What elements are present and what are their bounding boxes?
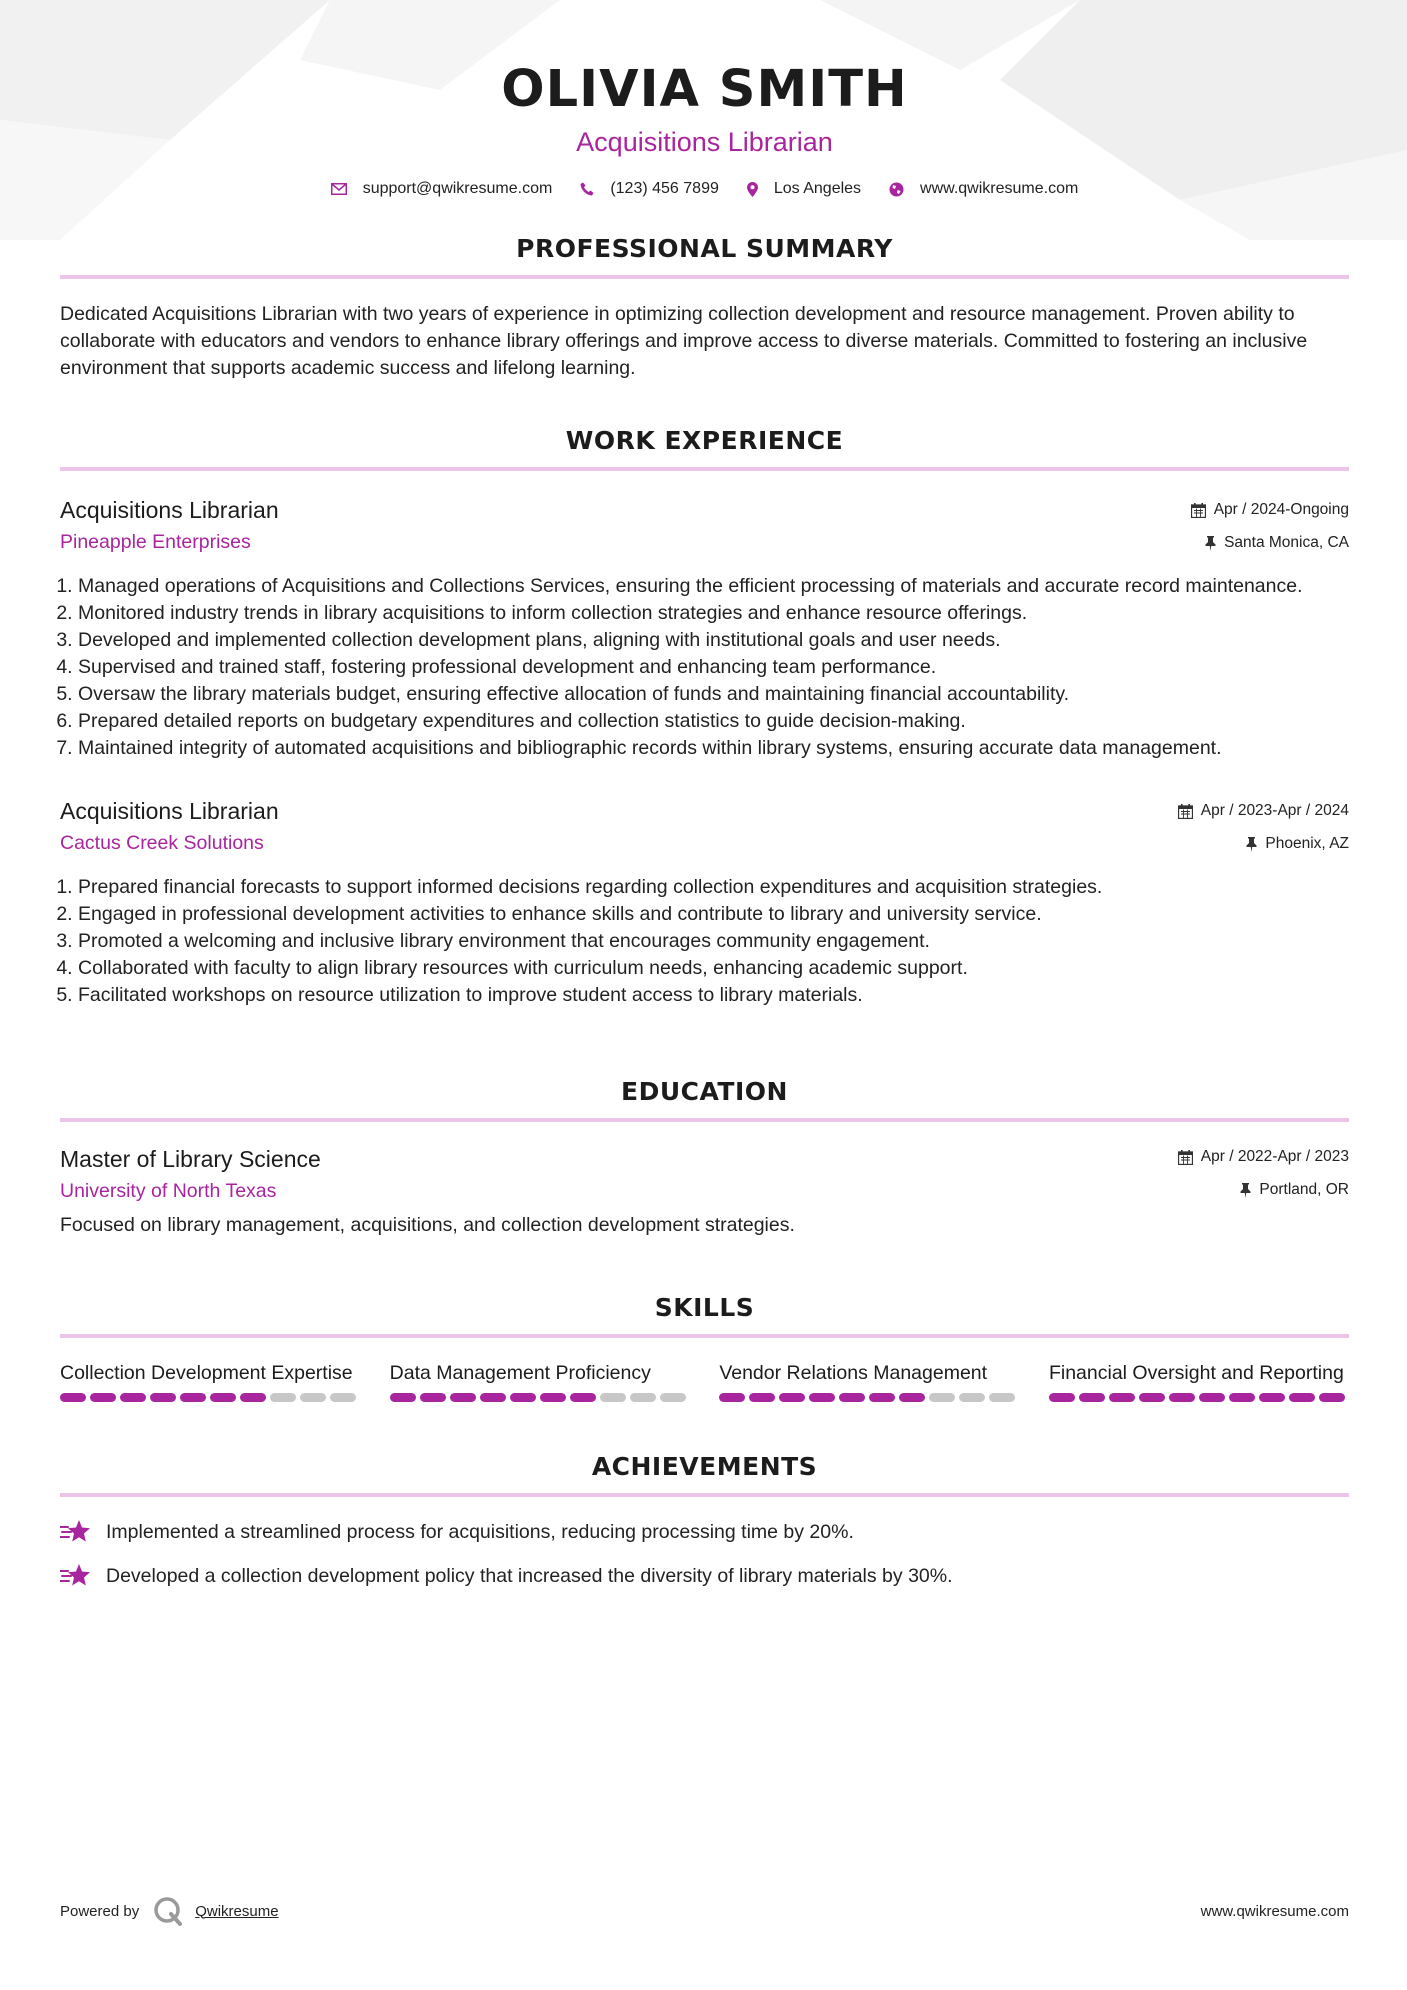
contact-email-text: support@qwikresume.com xyxy=(362,180,553,197)
phone-icon xyxy=(580,182,594,196)
skill-segment-empty xyxy=(600,1393,626,1402)
list-item: 4. Supervised and trained staff, fostering professional development and enhancing team performance. xyxy=(78,654,1349,681)
calendar-icon xyxy=(1178,804,1193,819)
skill-level-bar xyxy=(719,1393,1019,1402)
star-award-icon xyxy=(60,1563,92,1589)
skill-segment-filled xyxy=(809,1393,835,1402)
skill-segment-filled xyxy=(570,1393,596,1402)
skill-segment-empty xyxy=(660,1393,686,1402)
map-marker-icon xyxy=(747,182,758,197)
experience-heading: WORK EXPERIENCE xyxy=(60,426,1349,471)
powered-by-label: Powered by xyxy=(60,1902,140,1920)
summary-heading: PROFESSIONAL SUMMARY xyxy=(60,234,1349,279)
contact-location xyxy=(747,180,861,198)
education-location: Portland, OR xyxy=(1259,1181,1349,1198)
school-name: University of North Texas xyxy=(60,1180,277,1202)
skills-section xyxy=(60,1293,1349,1402)
skill-segment-filled xyxy=(390,1393,416,1402)
degree-name: Master of Library Science xyxy=(60,1146,321,1172)
job-entry xyxy=(60,495,1349,762)
skill-segment-empty xyxy=(330,1393,356,1402)
list-item: 2. Monitored industry trends in library acquisitions to inform collection strategies and enhance resource offerings. xyxy=(78,600,1349,627)
skill-segment-filled xyxy=(1169,1393,1195,1402)
contact-email[interactable] xyxy=(331,180,553,198)
calendar-icon xyxy=(1191,503,1206,518)
list-item: 1. Prepared financial forecasts to support informed decisions regarding collection expenditures and acquisition strategies. xyxy=(78,874,1349,901)
pin-icon xyxy=(1246,837,1257,852)
footer-website[interactable]: www.qwikresume.com xyxy=(1200,1902,1349,1920)
resume-header xyxy=(60,0,1349,198)
list-item: 7. Maintained integrity of automated acquisitions and bibliographic records within library systems, ensuring accurate data management. xyxy=(78,735,1349,762)
skill-segment-filled xyxy=(899,1393,925,1402)
contact-bar xyxy=(60,180,1349,198)
candidate-title: Acquisitions Librarian xyxy=(576,127,833,157)
qwikresume-logo-icon xyxy=(153,1896,183,1926)
summary-text: Dedicated Acquisitions Librarian with two years of experience in optimizing collection development and resource management. Proven ability to collaborate with educators and vendors to enhance library offerings and improve access to diverse materials. Committed to fostering an inclusive environment that supports academic success and lifelong learning. xyxy=(60,303,1308,379)
skill-segment-filled xyxy=(1109,1393,1135,1402)
skill-level-bar xyxy=(1049,1393,1349,1402)
job-responsibilities xyxy=(60,874,1349,1009)
education-entry xyxy=(60,1144,1349,1237)
education-description: Focused on library management, acquisitions, and collection development strategies. xyxy=(60,1214,795,1236)
calendar-icon xyxy=(1178,1150,1193,1165)
skill-level-bar xyxy=(60,1393,360,1402)
skill-segment-empty xyxy=(630,1393,656,1402)
skill-segment-filled xyxy=(749,1393,775,1402)
job-responsibilities xyxy=(60,573,1349,762)
skill-segment-filled xyxy=(510,1393,536,1402)
skill-segment-filled xyxy=(480,1393,506,1402)
education-dates: Apr / 2022-Apr / 2023 xyxy=(1200,1148,1349,1165)
star-award-icon xyxy=(60,1519,92,1545)
job-dates: Apr / 2024-Ongoing xyxy=(1213,501,1349,518)
skill-item xyxy=(1049,1360,1349,1402)
job-location: Santa Monica, CA xyxy=(1224,534,1349,551)
skill-segment-filled xyxy=(1139,1393,1165,1402)
pin-icon xyxy=(1205,536,1216,551)
list-item: 1. Managed operations of Acquisitions and Collections Services, ensuring the efficient processing of materials and accurate record maintenance. xyxy=(78,573,1349,600)
achievement-text: Implemented a streamlined process for acquisitions, reducing processing time by 20%. xyxy=(106,1520,854,1543)
skill-level-bar xyxy=(390,1393,690,1402)
resume-page xyxy=(60,0,1349,1589)
skill-item xyxy=(390,1360,690,1402)
skill-segment-filled xyxy=(210,1393,236,1402)
skill-segment-filled xyxy=(1259,1393,1285,1402)
skill-name: Collection Development Expertise xyxy=(60,1362,353,1384)
skill-name: Vendor Relations Management xyxy=(719,1362,988,1384)
contact-phone[interactable] xyxy=(580,180,719,198)
skill-segment-filled xyxy=(450,1393,476,1402)
company-name: Cactus Creek Solutions xyxy=(60,832,264,854)
skill-item xyxy=(719,1360,1019,1402)
list-item: 5. Oversaw the library materials budget, ensuring effective allocation of funds and maintaining financial accountability. xyxy=(78,681,1349,708)
skill-segment-filled xyxy=(240,1393,266,1402)
job-title: Acquisitions Librarian xyxy=(60,798,279,824)
skill-item xyxy=(60,1360,360,1402)
envelope-icon xyxy=(331,183,347,195)
skill-segment-empty xyxy=(270,1393,296,1402)
skill-segment-empty xyxy=(300,1393,326,1402)
page-footer xyxy=(60,1896,1349,1926)
skill-segment-filled xyxy=(1199,1393,1225,1402)
pin-icon xyxy=(1240,1183,1251,1198)
job-title: Acquisitions Librarian xyxy=(60,497,279,523)
list-item: 5. Facilitated workshops on resource utilization to improve student access to library materials. xyxy=(78,982,1349,1009)
education-heading: EDUCATION xyxy=(60,1077,1349,1122)
list-item: 2. Engaged in professional development activities to enhance skills and contribute to library and university service. xyxy=(78,901,1349,928)
skill-segment-filled xyxy=(719,1393,745,1402)
achievement-item xyxy=(60,1563,1349,1589)
skill-segment-filled xyxy=(90,1393,116,1402)
skill-name: Financial Oversight and Reporting xyxy=(1048,1362,1344,1384)
list-item: 3. Developed and implemented collection development plans, aligning with institutional goals and user needs. xyxy=(78,627,1349,654)
achievement-text: Developed a collection development policy that increased the diversity of library materials by 30%. xyxy=(106,1564,953,1587)
brand-link[interactable]: Qwikresume xyxy=(195,1902,279,1920)
skill-segment-empty xyxy=(989,1393,1015,1402)
powered-by xyxy=(60,1896,279,1926)
skill-segment-filled xyxy=(1319,1393,1345,1402)
list-item: 3. Promoted a welcoming and inclusive library environment that encourages community engagement. xyxy=(78,928,1349,955)
skill-segment-filled xyxy=(60,1393,86,1402)
skill-segment-filled xyxy=(1049,1393,1075,1402)
skill-name: Data Management Proficiency xyxy=(389,1362,651,1384)
experience-section xyxy=(60,426,1349,1009)
education-section xyxy=(60,1077,1349,1237)
skill-segment-filled xyxy=(839,1393,865,1402)
achievements-section xyxy=(60,1452,1349,1589)
skill-segment-filled xyxy=(150,1393,176,1402)
company-name: Pineapple Enterprises xyxy=(60,531,251,553)
list-item: 4. Collaborated with faculty to align library resources with curriculum needs, enhancing academic support. xyxy=(78,955,1349,982)
skill-segment-filled xyxy=(1229,1393,1255,1402)
list-item: 6. Prepared detailed reports on budgetary expenditures and collection statistics to guide decision-making. xyxy=(78,708,1349,735)
skill-segment-filled xyxy=(779,1393,805,1402)
job-entry xyxy=(60,796,1349,1009)
skill-segment-filled xyxy=(540,1393,566,1402)
contact-location-text: Los Angeles xyxy=(773,180,862,197)
summary-section xyxy=(60,234,1349,382)
achievements-heading: ACHIEVEMENTS xyxy=(60,1452,1349,1497)
skills-list xyxy=(60,1360,1349,1402)
skill-segment-filled xyxy=(1079,1393,1105,1402)
skill-segment-filled xyxy=(869,1393,895,1402)
contact-phone-text: (123) 456 7899 xyxy=(610,180,719,197)
skill-segment-filled xyxy=(420,1393,446,1402)
contact-website[interactable] xyxy=(889,180,1078,198)
skill-segment-filled xyxy=(1289,1393,1315,1402)
skill-segment-empty xyxy=(929,1393,955,1402)
globe-icon xyxy=(889,182,904,197)
skill-segment-filled xyxy=(120,1393,146,1402)
job-location: Phoenix, AZ xyxy=(1265,835,1349,852)
contact-website-text: www.qwikresume.com xyxy=(920,180,1079,197)
skills-heading: SKILLS xyxy=(60,1293,1349,1338)
achievement-item xyxy=(60,1519,1349,1545)
job-dates: Apr / 2023-Apr / 2024 xyxy=(1200,802,1349,819)
skill-segment-empty xyxy=(959,1393,985,1402)
skill-segment-filled xyxy=(180,1393,206,1402)
candidate-name: OLIVIA SMITH xyxy=(501,60,908,119)
